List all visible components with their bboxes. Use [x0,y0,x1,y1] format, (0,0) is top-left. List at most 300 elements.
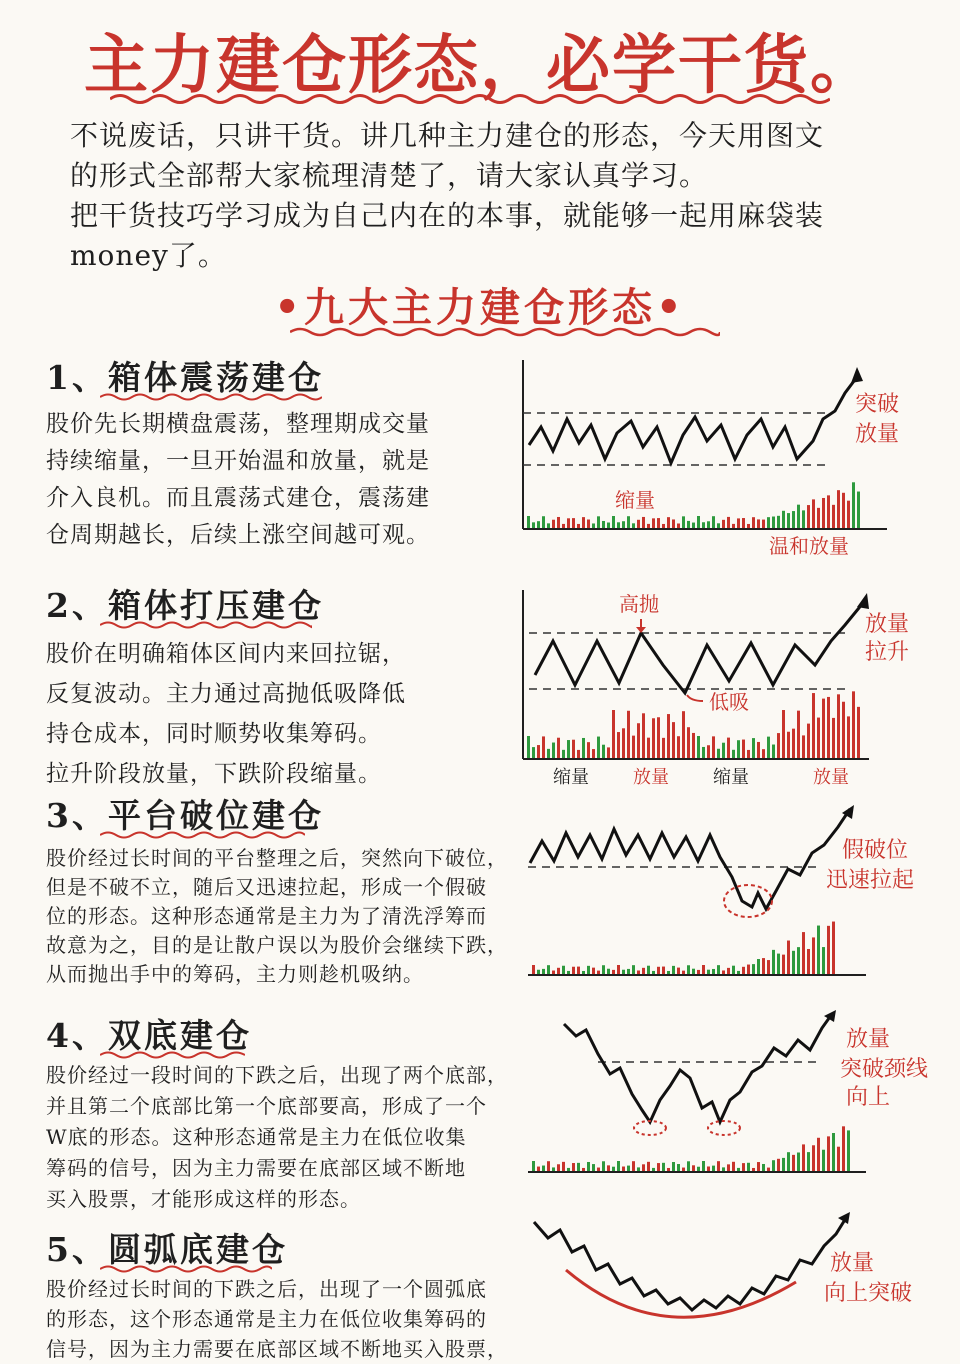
section-3-underline [100,830,305,840]
volume-bar [707,970,710,974]
volume-bar [767,960,770,974]
volume-bar [632,736,635,758]
volume-bar [622,521,625,528]
volume-bar [562,750,565,758]
volume-bar [592,523,595,528]
volume-bar [707,521,710,528]
volume-bar [532,1161,535,1171]
volume-bar [692,733,695,758]
intro-text [70,116,900,276]
volume-bar [642,517,645,528]
volume-bar [782,1158,785,1171]
volume-bar [832,1133,835,1171]
volume-bar [692,969,695,974]
volume-bar [832,505,835,528]
volume-bar [777,516,780,528]
volume-bar [617,965,620,974]
volume-bar [657,967,660,974]
volume-bar [792,511,795,528]
volume-bar [737,740,740,758]
chart-box-suppression [515,585,935,790]
volume-bar [647,524,650,528]
volume-bar [542,516,545,528]
volume-bar [572,967,575,974]
volume-bar [717,523,720,528]
section-5-body [46,1274,508,1364]
volume-bar [817,926,820,974]
volume-bar [667,517,670,528]
body-line: 但是不破不立，随后又迅速拉起，形成一个假破 [46,875,487,899]
volume-bar [712,969,715,974]
body-line: 反复波动。主力通过高抛低吸降低 [46,681,406,707]
volume-bar [827,926,830,974]
volume-bar [697,970,700,974]
volume-bar [827,697,830,758]
volume-bar [582,517,585,528]
label-false-break: 假破位 [842,838,909,863]
volume-bar [692,523,695,528]
volume-bar [702,522,705,528]
volume-bar [572,518,575,528]
volume-bar [597,971,600,974]
low-buy-marker [687,695,703,701]
volume-bar [772,745,775,758]
label-volume-up: 放量 [855,422,900,447]
volume-bar [807,949,810,974]
body-line: 的形态，这个形态通常是主力在低位收集筹码的 [46,1307,487,1331]
volume-bar [537,1167,540,1171]
volume-bar [802,932,805,974]
section-2-heading: 2、箱体打压建仓 [46,586,324,625]
volume-bar [727,517,730,528]
label-neckline-break: 突破颈线 [840,1057,929,1082]
volume-bar [807,1152,810,1171]
volume-bar [772,950,775,974]
volume-bar [667,1168,670,1171]
volume-bar [757,742,760,758]
volume-bar [842,702,845,758]
body-line: 筹码的信号，因为主力需要在底部区域不断地 [46,1156,466,1180]
volume-bar [572,740,575,758]
volume-bar [667,971,670,974]
volume-bar [612,970,615,974]
volume-bar [802,510,805,528]
volume-bar [652,718,655,758]
label-volume-up: 放量 [846,1027,891,1052]
body-line: 买入股票，才能形成这样的形态。 [46,1187,361,1211]
body-line: 从而抛出手中的筹码，主力则趁机吸纳。 [46,962,424,986]
volume-bar [852,482,855,528]
volume-bar [832,922,835,974]
volume-bar [527,736,530,758]
arrow-head [857,593,869,609]
label-volume-up: 放量 [865,612,910,637]
volume-bar [822,1150,825,1171]
volume-bar [742,1163,745,1171]
volume-bar [782,511,785,528]
volume-bar [637,723,640,758]
volume-bar [587,520,590,528]
volume-bar [832,718,835,758]
volume-bar [627,969,630,974]
volume-bar [842,1126,845,1171]
volume-bar [822,947,825,974]
body-line: 股价先长期横盘震荡，整理期成交量 [46,411,430,437]
volume-bar [557,517,560,528]
volume-bar [787,1152,790,1171]
volume-bar [592,749,595,758]
volume-bar [622,1167,625,1171]
volume-bar [797,711,800,758]
volume-bar [792,729,795,758]
volume-bar [777,954,780,974]
volume-bar [607,969,610,974]
body-line: 拉升阶段放量，下跌阶段缩量。 [46,761,382,787]
volume-bar [752,964,755,974]
volume-bar [742,518,745,528]
volume-bar [807,505,810,528]
volume-bar [677,1164,680,1171]
label-high-sell: 高抛 [619,592,659,616]
volume-bar [672,1162,675,1171]
section-3-body [46,844,508,989]
volume-bar [637,1167,640,1171]
volume-bar [607,747,610,758]
volume-bar [692,1165,695,1171]
volume-bar [567,740,570,758]
volume-bar [642,1164,645,1171]
volume-bar [567,1168,570,1171]
volume-bar [837,694,840,758]
volume-bar [672,519,675,528]
volume-bar [772,517,775,528]
volume-bar [837,1147,840,1171]
body-line: 股价在明确箱体区间内来回拉锯， [46,641,406,667]
volume-bar [712,516,715,528]
volume-bar [797,947,800,974]
body-line: 位的形态。这种形态通常是主力为了清洗浮筹而 [46,904,487,928]
volume-bar [817,508,820,528]
volume-bar [672,966,675,974]
volume-bar [722,1167,725,1171]
arrow-head [851,367,863,383]
section-4-underline [100,1050,245,1060]
volume-bar [822,699,825,758]
volume-bar [772,1160,775,1171]
volume-bar [667,714,670,758]
volume-bar [592,968,595,974]
section-4-heading: 4、双底建仓 [46,1016,252,1055]
volume-bar [687,1161,690,1171]
volume-bar [802,1144,805,1171]
false-break-circle [724,885,772,917]
volume-bar [687,521,690,528]
volume-bar [552,971,555,974]
volume-bar [797,505,800,528]
volume-bar [627,516,630,528]
volume-bar [672,722,675,758]
volume-bar [607,523,610,528]
volume-bar [677,523,680,528]
chart-box-oscillation [515,355,935,565]
volume-bar [567,518,570,528]
volume-bar [532,965,535,974]
volume-bar [747,1163,750,1171]
volume-bar [847,501,850,528]
volume-bar [547,749,550,758]
volume-bar [557,1164,560,1171]
body-line: 介入良机。而且震荡式建仓，震荡建 [46,485,430,511]
volume-bar [722,520,725,528]
volume-bar [722,970,725,974]
volume-bar [737,518,740,528]
volume-bar [647,966,650,974]
volume-bar [697,736,700,758]
volume-bar [817,718,820,758]
volume-bar [717,749,720,758]
volume-bar [597,737,600,758]
label-low-buy: 低吸 [709,690,749,714]
volume-bar [657,717,660,758]
volume-bar [787,941,790,974]
section-5-heading: 5、圆弧底建仓 [46,1230,288,1269]
volume-bar [572,1163,575,1171]
volume-bar [542,1166,545,1171]
volume-bar [727,1164,730,1171]
volume-bar [752,517,755,528]
volume-bar [657,1163,660,1171]
volume-bar [577,750,580,758]
volume-bar [622,970,625,974]
volume-bar [577,967,580,974]
volume-bar [652,518,655,528]
section-5-underline [100,1264,272,1274]
volume-bar [707,745,710,758]
volume-bar [662,967,665,974]
volume-bars [527,482,860,528]
chart-rounded-bottom [520,1208,940,1358]
label-mild-volume: 温和放量 [769,534,849,558]
body-line: 股价经过一段时间的下跌之后，出现了两个底部， [46,1063,508,1087]
volume-bar [762,1164,765,1171]
body-line: 仓周期越长，后续上涨空间越可观。 [46,522,430,548]
volume-bar [807,724,810,758]
volume-bar [752,738,755,758]
volume-bar [697,516,700,528]
volume-bar [747,965,750,974]
volume-bar [682,971,685,974]
volume-bar [712,1166,715,1171]
body-line: 并且第二个底部比第一个底部要高，形成了一个 [46,1094,487,1118]
volume-bar [612,516,615,528]
volume-bar [702,965,705,974]
volume-bar [607,1165,610,1171]
volume-bar [577,1163,580,1171]
volume-bar [627,711,630,758]
volume-bar [762,749,765,758]
label-volume-shrink: 缩量 [615,488,655,512]
volume-bar [552,1167,555,1171]
section-title: •九大主力建仓形态• [274,284,686,331]
title-underline [110,92,830,106]
volume-bar [742,740,745,758]
volume-bar [827,1136,830,1171]
volume-bar [762,520,765,528]
page-title: 主力建仓形态，必学干货。 [84,28,876,103]
volume-bar [597,1168,600,1171]
label-upward: 向上 [846,1085,891,1110]
volume-bar [682,516,685,528]
volume-bar [777,1159,780,1171]
volume-bar [857,707,860,758]
volume-bar [602,745,605,758]
section-3-heading: 3、平台破位建仓 [46,796,324,835]
volume-bar [547,965,550,974]
volume-bar [757,519,760,528]
volume-bar [812,937,815,974]
volume-bar [592,1164,595,1171]
volume-bar [702,1161,705,1171]
volume-bar [662,524,665,528]
volume-bar [587,742,590,758]
volume-bar [562,966,565,974]
label-rally: 拉升 [865,640,910,665]
volume-bar [757,959,760,974]
volume-bar [732,966,735,974]
volume-bar [567,971,570,974]
volume-bar [732,524,735,528]
price-line [564,1014,832,1122]
label-volume-up: 放量 [830,1251,875,1276]
volume-bar [602,965,605,974]
volume-bar [632,523,635,528]
volume-bars [532,922,835,974]
volume-bar [647,1162,650,1171]
volume-bar [677,736,680,758]
volume-bar [552,520,555,528]
volume-bar [782,710,785,758]
volume-bar [737,971,740,974]
volume-bar [787,732,790,758]
label-breakout: 突破 [855,392,900,417]
volume-bar [847,716,850,758]
volume-bar [782,955,785,974]
volume-bar [612,710,615,758]
volume-bar [802,735,805,758]
volume-bar [752,1168,755,1171]
volume-bar [582,1168,585,1171]
volume-bar [582,738,585,758]
volume-bar [657,518,660,528]
subtitle-underline [290,326,720,338]
body-line: 股价经过长时间的平台整理之后，突然向下破位， [46,846,508,870]
volume-bar [767,517,770,528]
volume-bar [697,1167,700,1171]
high-sell-arrow [636,627,646,633]
label-vol-1: 缩量 [553,767,589,788]
price-line [530,809,850,909]
volume-bar [557,968,560,974]
volume-bar [597,516,600,528]
volume-bar [852,691,855,758]
volume-bar [817,1138,820,1171]
volume-bar [762,958,765,974]
intro-line: 的形式全部帮大家梳理清楚了，请大家认真学习。 [70,159,709,192]
volume-bar [602,1161,605,1171]
volume-bar [652,971,655,974]
section-1-underline [100,392,322,402]
volume-bar [682,711,685,758]
volume-bar [787,513,790,528]
volume-bar [722,743,725,758]
label-quick-rally: 迅速拉起 [826,868,915,893]
volume-bar [727,738,730,758]
volume-bar [532,747,535,758]
volume-bar [707,1166,710,1171]
volume-bar [682,1168,685,1171]
volume-bar [822,498,825,528]
volume-bar [542,969,545,974]
volume-bars [532,1126,850,1171]
volume-bar [622,728,625,758]
volume-bar [677,968,680,974]
section-4-body [46,1060,508,1215]
intro-line: 不说废话，只讲干货。讲几种主力建仓的形态，今天用图文 [70,119,825,152]
price-line [535,603,863,693]
price-line [534,1218,846,1310]
volume-bar [767,737,770,758]
volume-bar [702,747,705,758]
volume-bar [652,1168,655,1171]
bottom-2-circle [708,1121,740,1135]
volume-bar [797,1152,800,1171]
volume-bar [537,970,540,974]
volume-bar [732,1162,735,1171]
volume-bar [617,1161,620,1171]
volume-bar [532,522,535,528]
volume-bar [537,745,540,758]
body-line: 股价经过长时间的下跌之后，出现了一个圆弧底 [46,1277,487,1301]
section-1-body [46,406,430,554]
volume-bar [587,966,590,974]
volume-bars [527,691,860,758]
volume-bar [547,1161,550,1171]
section-2-body [46,634,406,794]
volume-bar [857,492,860,528]
volume-bar [602,521,605,528]
volume-bar [637,520,640,528]
body-line: 持续缩量，一旦开始温和放量，就是 [46,448,430,474]
volume-bar [747,524,750,528]
volume-bar [587,1162,590,1171]
volume-bar [647,738,650,758]
volume-bar [582,971,585,974]
volume-bar [777,733,780,758]
volume-bar [842,493,845,528]
volume-bar [747,750,750,758]
body-line: W底的形态。这种形态通常是主力在低位收集 [46,1125,467,1149]
volume-bar [812,1145,815,1171]
volume-bar [742,967,745,974]
chart-platform-break [520,805,940,985]
chart-double-bottom [520,1010,940,1180]
volume-bar [717,965,720,974]
volume-bar [662,738,665,758]
volume-bar [837,490,840,528]
section-2-underline [100,620,312,630]
volume-bar [617,732,620,758]
volume-bar [642,713,645,758]
